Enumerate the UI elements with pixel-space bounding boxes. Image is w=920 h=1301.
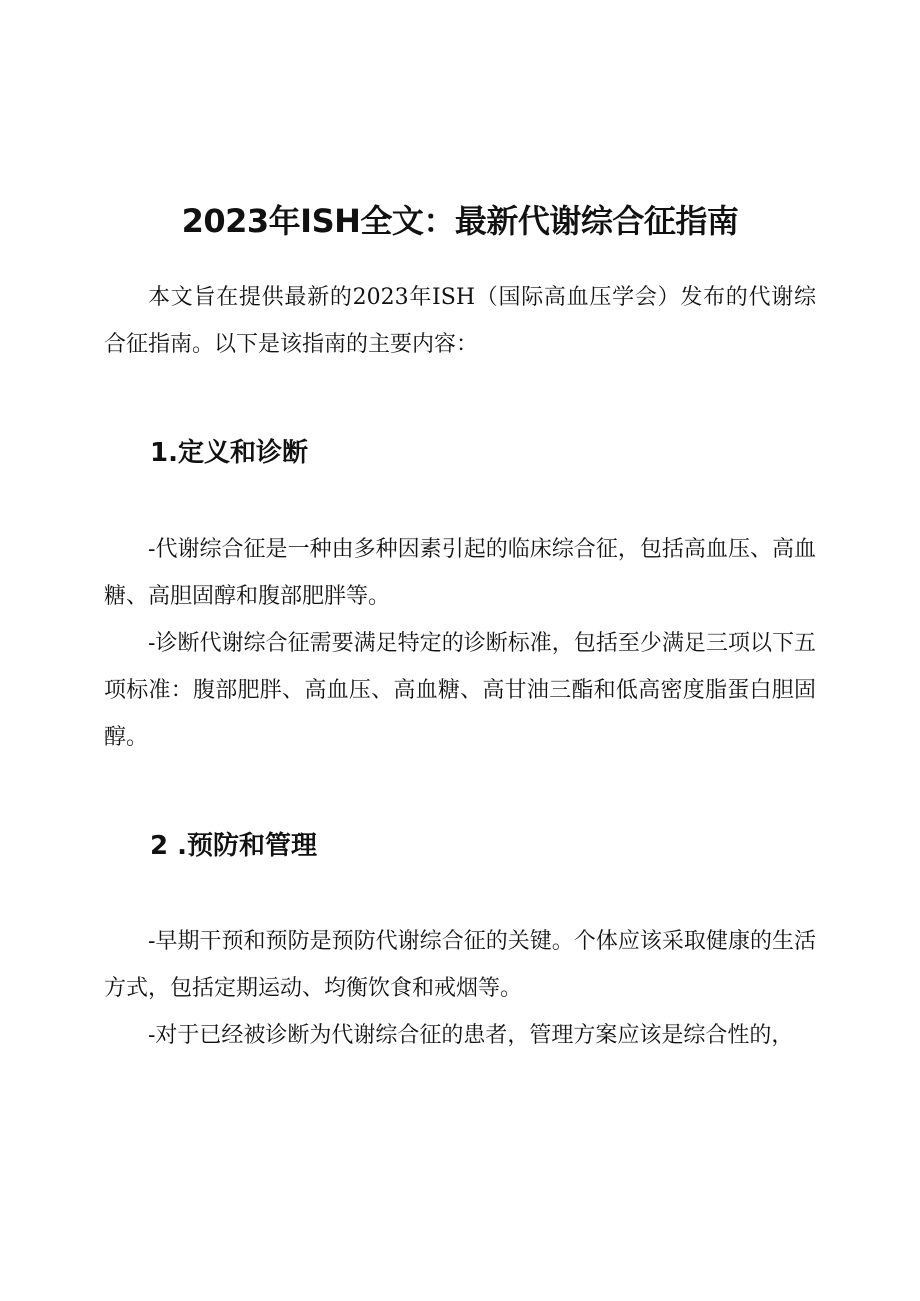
section-1-item-1: -代谢综合征是一种由多种因素引起的临床综合征，包括高血压、高血糖、高胆固醇和腹部肥胖等。: [104, 537, 816, 609]
intro-paragraph: 本文旨在提供最新的2023年ISH（国际高血压学会）发布的代谢综合征指南。以下是该指南的主要内容：: [104, 285, 816, 357]
section-2-item-2: -对于已经被诊断为代谢综合征的患者，管理方案应该是综合性的，: [148, 1023, 794, 1048]
document-title: 2023年ISH全文：最新代谢综合征指南: [181, 202, 739, 241]
section-2-item-1: -早期干预和预防是预防代谢综合征的关键。个体应该采取健康的生活方式，包括定期运动、均衡饮食和戒烟等。: [104, 929, 816, 1001]
section-heading-definition: 1.定义和诊断: [150, 438, 308, 468]
section-heading-prevention: 2 .预防和管理: [150, 831, 318, 861]
section-1-item-2: -诊断代谢综合征需要满足特定的诊断标准，包括至少满足三项以下五项标准：腹部肥胖、高血压、高血糖、高甘油三酯和低高密度脂蛋白胆固醇。: [104, 631, 816, 750]
